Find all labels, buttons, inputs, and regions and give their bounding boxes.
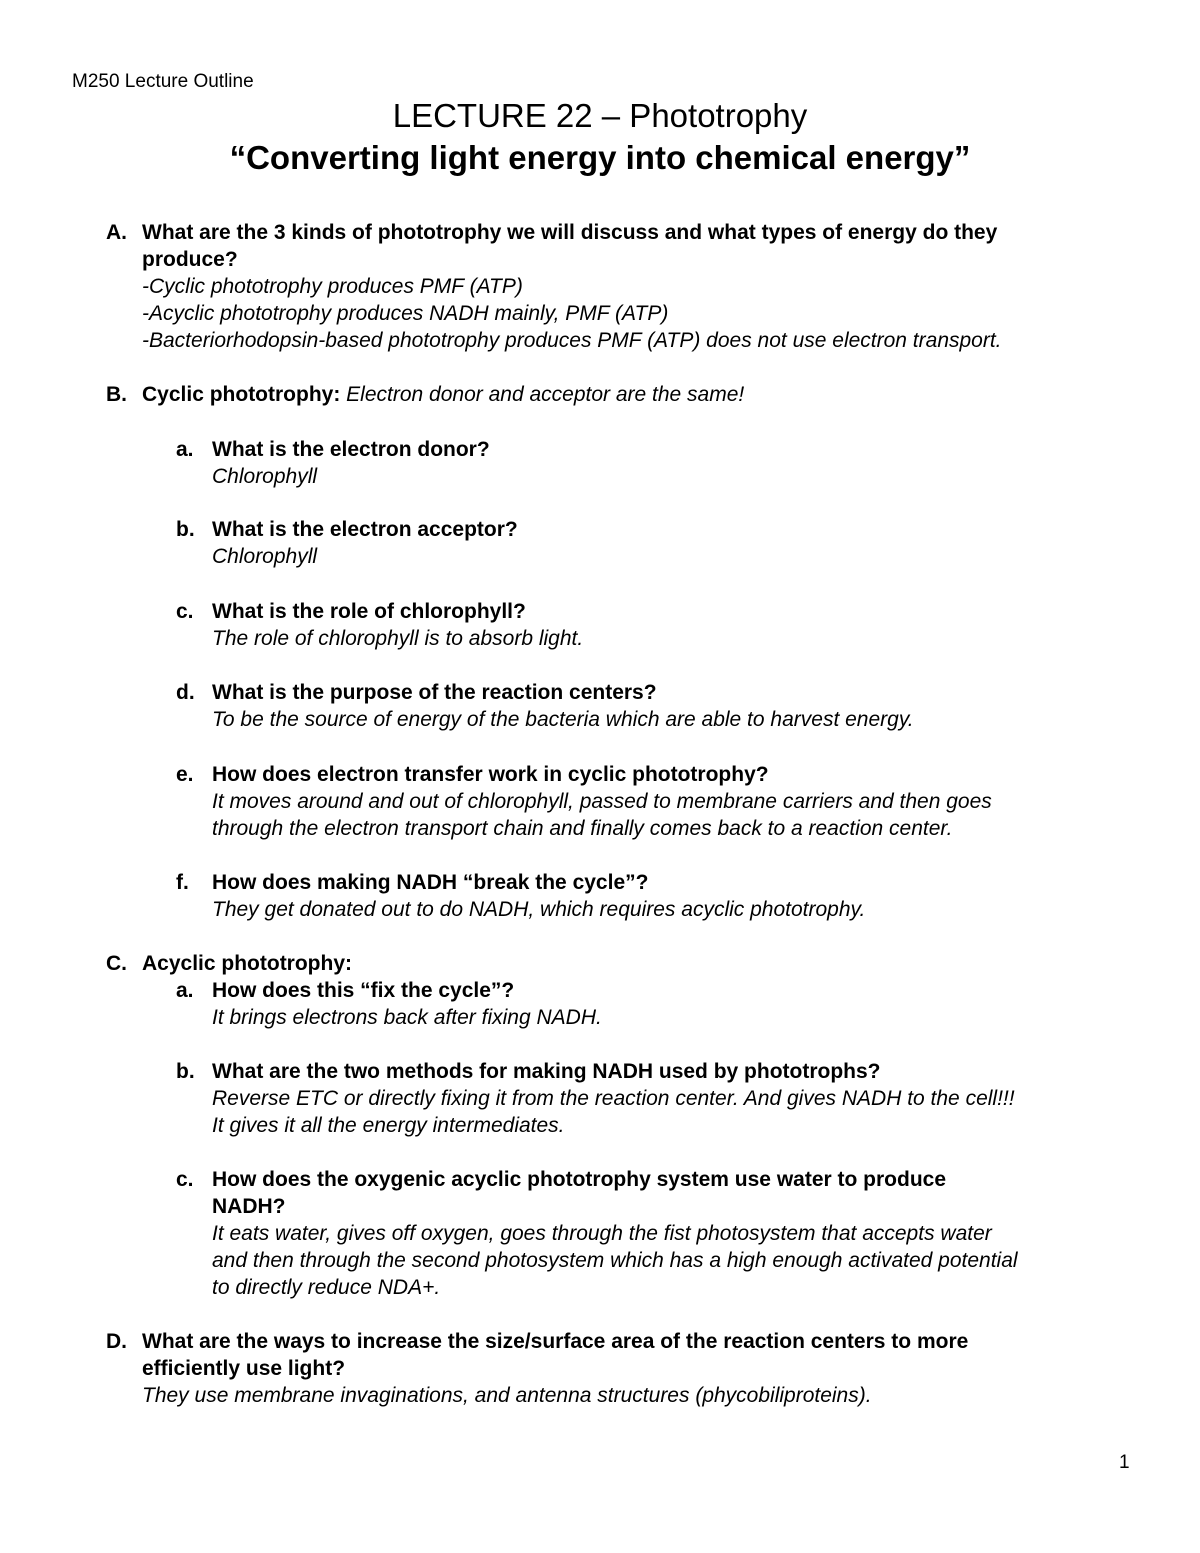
section-b-marker: B. (106, 383, 127, 406)
section-b-note: Electron donor and acceptor are the same! (340, 383, 745, 406)
page-number: 1 (1119, 1452, 1130, 1473)
item-b-e-question: How does electron transfer work in cyclic phototrophy? (212, 763, 769, 786)
lecture-subtitle: “Converting light energy into chemical energy” (229, 139, 971, 176)
section-d-question-cont: efficiently use light? (142, 1357, 346, 1380)
item-b-f-marker: f. (176, 871, 189, 894)
section-d-question: What are the ways to increase the size/surface area of the reaction centers to more (142, 1330, 969, 1353)
section-a-marker: A. (106, 221, 127, 244)
item-b-b-marker: b. (176, 518, 195, 541)
item-c-a-answer: It brings electrons back after fixing NADH. (212, 1006, 602, 1029)
item-b-c-question: What is the role of chlorophyll? (212, 600, 526, 623)
section-c-marker: C. (106, 952, 127, 975)
section-a-question: What are the 3 kinds of phototrophy we will discuss and what types of energy do they (142, 221, 998, 244)
item-c-a-question: How does this “fix the cycle”? (212, 979, 515, 1002)
item-b-a-marker: a. (176, 438, 194, 461)
item-b-a-answer: Chlorophyll (212, 465, 318, 488)
item-c-c-question: How does the oxygenic acyclic phototrophy system use water to produce (212, 1168, 947, 1191)
item-b-e-answer: It moves around and out of chlorophyll, passed to membrane carriers and then goes (212, 790, 992, 813)
section-b-heading: Cyclic phototrophy: (142, 383, 341, 406)
item-c-c-question-cont: NADH? (212, 1195, 286, 1218)
section-a-answer-3: -Bacteriorhodopsin-based phototrophy produces PMF (ATP) does not use electron transport. (142, 329, 1002, 352)
item-b-e-answer-cont: through the electron transport chain and finally comes back to a reaction center. (212, 817, 953, 840)
item-c-a-marker: a. (176, 979, 194, 1002)
section-d-answer: They use membrane invaginations, and antenna structures (phycobiliproteins). (142, 1384, 872, 1407)
section-a-answer-1: -Cyclic phototrophy produces PMF (ATP) (142, 275, 523, 298)
item-b-f-answer: They get donated out to do NADH, which requires acyclic phototrophy. (212, 898, 866, 921)
item-c-c-answer-cont-1: and then through the second photosystem which has a high enough activated potential (212, 1249, 1018, 1272)
item-c-b-question: What are the two methods for making NADH used by phototrophs? (212, 1060, 881, 1083)
item-c-b-marker: b. (176, 1060, 195, 1083)
item-b-c-answer: The role of chlorophyll is to absorb light. (212, 627, 584, 650)
item-b-d-answer: To be the source of energy of the bacteria which are able to harvest energy. (212, 708, 914, 731)
section-a-answer-2: -Acyclic phototrophy produces NADH mainly, PMF (ATP) (142, 302, 669, 325)
section-d-marker: D. (106, 1330, 127, 1353)
item-b-a-question: What is the electron donor? (212, 438, 490, 461)
item-b-d-question: What is the purpose of the reaction centers? (212, 681, 657, 704)
document-header: M250 Lecture Outline (72, 71, 254, 92)
item-b-f-question: How does making NADH “break the cycle”? (212, 871, 649, 894)
item-c-c-answer-cont-2: to directly reduce NDA+. (212, 1276, 441, 1299)
item-b-d-marker: d. (176, 681, 195, 704)
item-c-c-marker: c. (176, 1168, 194, 1191)
item-b-b-answer: Chlorophyll (212, 545, 318, 568)
item-c-c-answer: It eats water, gives off oxygen, goes through the fist photosystem that accepts water (212, 1222, 992, 1245)
lecture-title: LECTURE 22 – Phototrophy (392, 97, 808, 134)
item-b-e-marker: e. (176, 763, 194, 786)
item-c-b-answer-cont: It gives it all the energy intermediates. (212, 1114, 565, 1137)
item-b-c-marker: c. (176, 600, 194, 623)
item-b-b-question: What is the electron acceptor? (212, 518, 518, 541)
section-c-heading: Acyclic phototrophy: (142, 952, 353, 975)
item-c-b-answer: Reverse ETC or directly fixing it from the reaction center. And gives NADH to the cell!!! (212, 1087, 1015, 1110)
section-b-heading-line (142, 381, 744, 408)
section-a-question-cont: produce? (142, 248, 238, 271)
